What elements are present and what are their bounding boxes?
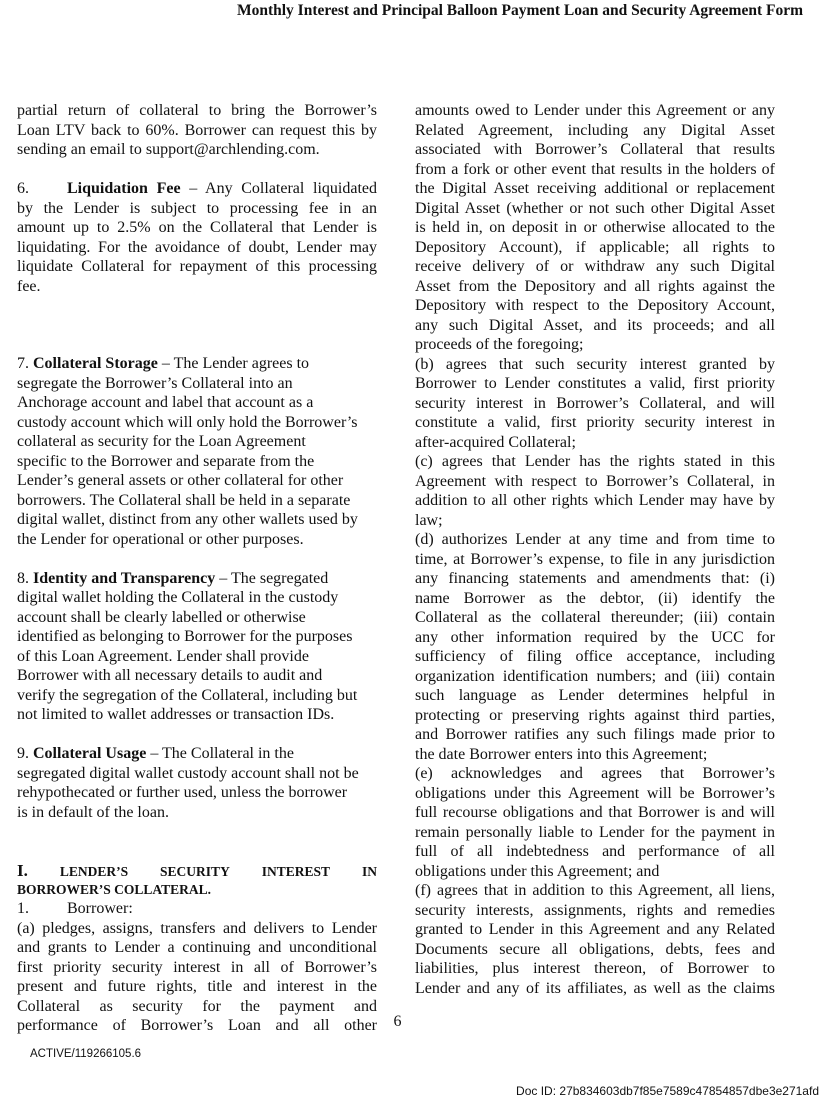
section-9-collateral-usage (17, 744, 377, 822)
text-line: security interests, assignments, rights and remedies (415, 901, 775, 919)
text-line: liquidating. For the avoidance of doubt, Lender may (17, 238, 377, 256)
text-line: is held in, on deposit in or otherwise allocated to the (415, 219, 775, 236)
text-line: addition to all other rights which Lender may have by (415, 492, 775, 509)
text-line: constitute a valid, first priority security interest in (415, 414, 775, 431)
text-line: security interest in Borrower’s Collateral, and will (415, 394, 775, 412)
text-line: partial return of collateral to bring the Borrower’s (17, 102, 377, 119)
text-line: full recourse obligations and that Borrower is and will (415, 804, 775, 821)
text-line: fee. (17, 277, 41, 295)
text-line: time, at Borrower’s expense, to file in any jurisdiction (415, 550, 775, 568)
doc-id: Doc ID: 27b834603db7f85e7589c47854857dbe3e271afd (516, 1084, 819, 1098)
item-label: Borrower: (67, 900, 133, 917)
document-active-id: ACTIVE/119266105.6 (30, 1048, 142, 1060)
section-number: 8. (17, 569, 29, 587)
text-line: proceeds of the foregoing; (415, 336, 584, 353)
text-line: specific to the Borrower and separate from the (17, 452, 315, 470)
text-line: Collateral as the collateral thereunder; (iii) contain (415, 609, 775, 626)
text-line: (e) acknowledges and agrees that Borrower’s (415, 765, 775, 782)
text-line: Collateral as security for the payment and (17, 997, 377, 1015)
text-line: Agreement with respect to Borrower’s Collateral, in (415, 472, 775, 490)
text-line: identified as belonging to Borrower for the purposes (17, 628, 353, 645)
text-line: organization identification numbers; and (iii) contain (415, 667, 775, 685)
text-line: liabilities, plus interest thereon, of Borrower to (415, 960, 775, 977)
text-fragment: – Any Collateral liquidated (180, 180, 377, 197)
text-line: the date Borrower enters into this Agreement; (415, 745, 708, 763)
text-line: receive delivery of or withdraw any such Digital (415, 258, 775, 275)
text-line: associated with Borrower’s Collateral that results (415, 141, 775, 158)
clause-d (415, 530, 775, 764)
text-line: Borrower with all necessary details to audit and (17, 667, 323, 684)
clause-a-continuation (415, 101, 775, 355)
text-line: segregate the Borrower’s Collateral into an (17, 374, 293, 392)
article-heading-line-2: BORROWER’S COLLATERAL. (17, 882, 212, 897)
text-line: custody account which will only hold the Borrower’s (17, 413, 358, 431)
text-line: (b) agrees that such security interest granted by (415, 355, 775, 373)
text-line: the Lender for operational or other purposes. (17, 530, 304, 548)
text-line: amounts owed to Lender under this Agreement or any (415, 102, 775, 119)
text-line: collateral as security for the Loan Agreement (17, 433, 306, 450)
text-line: protecting or preserving rights against third parties, (415, 706, 775, 724)
text-line: account shall be clearly labelled or otherwise (17, 608, 306, 626)
section-7-first-line (17, 354, 377, 374)
text-fragment: – The segregated (215, 569, 329, 587)
clause-b (415, 355, 775, 453)
document-header-title: Monthly Interest and Principal Balloon Payment Loan and Security Agreement Form (236, 2, 803, 19)
item-number: 1. (17, 900, 29, 917)
section-number: 7. (17, 355, 29, 372)
text-line: granted to Lender in this Agreement and any Related (415, 921, 775, 938)
text-line: such language as Lender determines helpful in (415, 687, 775, 704)
text-line: full of all indebtedness and performance of all (415, 843, 775, 860)
text-line: Anchorage account and label that account as a (17, 394, 314, 411)
text-line: any such Digital Asset, and its proceeds; and all (415, 316, 775, 334)
text-line: from a fork or other event that results in the holders of (415, 160, 775, 178)
text-line: digital wallet holding the Collateral in the custody (17, 589, 339, 606)
text-line: performance of Borrower’s Loan and all other (17, 1017, 377, 1034)
text-line: rehypothecated or further used, unless the borrower (17, 784, 348, 801)
heading-word: SECURITY (160, 864, 230, 879)
text-line: Documents secure all obligations, debts, fees and (415, 940, 775, 958)
text-line: name Borrower as the debtor, (ii) identify the (415, 589, 775, 607)
article-lenders-security-interest (17, 861, 377, 1036)
text-line: obligations under this Agreement will be Borrower’s (415, 784, 775, 802)
text-line: Lender and any of its affiliates, as well as the claims (415, 979, 775, 997)
section-6-first-line (17, 179, 377, 199)
heading-word: LENDER’S (59, 864, 129, 879)
text-line: Asset from the Depository and all rights against the (415, 277, 775, 295)
heading-word: IN (362, 864, 378, 879)
heading-word: INTEREST (261, 864, 331, 879)
text-line: digital wallet, distinct from any other wallets used by (17, 511, 358, 528)
section-8-first-line (17, 569, 377, 589)
text-line: and Borrower ratifies any such filings made prior to (415, 726, 775, 743)
text-fragment: – The Collateral in the (146, 745, 294, 762)
text-line: Digital Asset (whether or not such other Digital Asset (415, 199, 775, 217)
section-6-liquidation-fee (17, 179, 377, 296)
text-line: Related Agreement, including any Digital Asset (415, 121, 775, 139)
text-line: any other information required by the UCC for (415, 628, 775, 646)
text-line: (f) agrees that in addition to this Agreement, all liens, (415, 882, 775, 899)
article-item-1 (17, 899, 377, 919)
text-line: (d) authorizes Lender at any time and from time to (415, 531, 775, 548)
section-heading: Collateral Storage (33, 355, 158, 372)
section-9-first-line (17, 744, 377, 764)
right-column (415, 101, 775, 998)
text-line: (c) agrees that Lender has the rights stated in this (415, 453, 775, 470)
text-line: sufficiency of filing office acceptance, including (415, 648, 775, 665)
text-line: amount up to 2.5% on the Collateral that Lender is (17, 219, 377, 236)
text-line: after-acquired Collateral; (415, 433, 576, 451)
text-line: present and future rights, title and interest in the (17, 978, 377, 995)
text-line: of this Loan Agreement. Lender shall provide (17, 647, 309, 665)
clause-e (415, 764, 775, 881)
section-number: 6. (17, 180, 29, 197)
clause-f (415, 881, 775, 998)
text-line: Lender’s general assets or other collateral for other (17, 472, 344, 489)
section-number: 9. (17, 745, 29, 762)
text-line: sending an email to support@archlending.com. (17, 141, 320, 158)
text-fragment: – The Lender agrees to (157, 355, 310, 372)
text-line: obligations under this Agreement; and (415, 862, 660, 880)
text-line: liquidate Collateral for repayment of this processing (17, 258, 377, 275)
continuation-paragraph (17, 101, 377, 160)
section-heading: Identity and Transparency (33, 569, 216, 587)
text-line: first priority security interest in all of Borrower’s (17, 958, 377, 976)
text-line: law; (415, 511, 443, 529)
text-line: segregated digital wallet custody account shall not be (17, 764, 359, 782)
text-line: by the Lender is subject to processing fee in an (17, 199, 377, 217)
page-number: 6 (393, 1013, 402, 1030)
text-line: verify the segregation of the Collateral, including but (17, 686, 358, 704)
text-line: and grants to Lender a continuing and unconditional (17, 939, 377, 956)
text-line: any financing statements and amendments that: (i) (415, 570, 775, 587)
text-line: the Digital Asset receiving additional or replacement (415, 180, 775, 197)
section-8-identity-transparency (17, 569, 377, 725)
text-line: not limited to wallet addresses or transaction IDs. (17, 706, 335, 723)
text-line: Loan LTV back to 60%. Borrower can request this by (17, 121, 377, 139)
text-line: Depository Account), if applicable; all rights to (415, 238, 775, 256)
article-heading-line-1 (17, 861, 377, 881)
text-line: Depository with respect to the Depository Account, (415, 297, 775, 314)
text-line: Borrower to Lender constitutes a valid, first priority (415, 375, 775, 392)
text-line: (a) pledges, assigns, transfers and delivers to Lender (17, 919, 377, 937)
section-heading: Collateral Usage (33, 745, 147, 762)
section-heading: Liquidation Fee (67, 180, 181, 197)
clause-c (415, 452, 775, 530)
article-number: I. (17, 861, 28, 880)
text-line: is in default of the loan. (17, 803, 169, 821)
text-line: remain personally liable to Lender for the payment in (415, 823, 775, 841)
section-7-collateral-storage (17, 354, 377, 549)
left-column (17, 101, 377, 1036)
text-line: borrowers. The Collateral shall be held in a separate (17, 491, 351, 509)
